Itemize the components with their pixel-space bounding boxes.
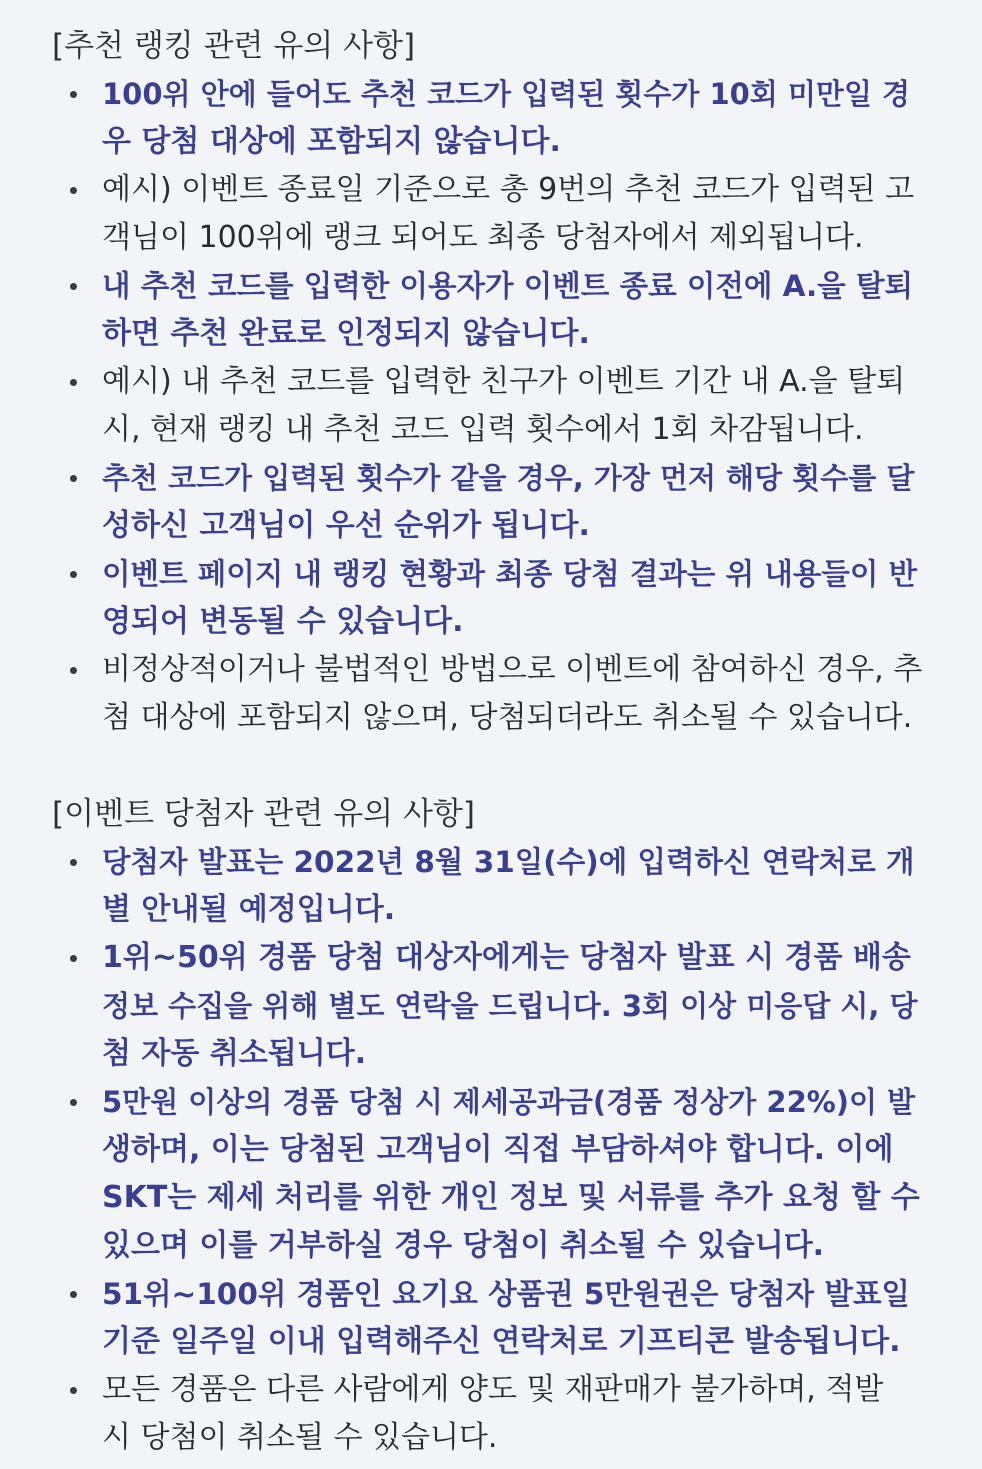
- notice-item-line: 하면 추천 완료로 인정되지 않습니다.: [102, 316, 590, 351]
- notice-item-line: 51위~100위 경품인 요기요 상품권 5만원권은 당첨자 발표일: [102, 1277, 910, 1311]
- notice-item: [52, 646, 922, 742]
- notice-item-line: 시, 현재 랭킹 내 추천 코드 입력 횟수에서 1회 차감됩니다.: [102, 412, 864, 447]
- notice-item: [52, 70, 922, 166]
- section-title-recommend-ranking: [추천 랭킹 관련 유의 사항]: [52, 28, 416, 64]
- notice-item-line: 5만원 이상의 경품 당첨 시 제세공과금(경품 정상가 22%)이 발: [102, 1085, 916, 1119]
- bullet-dot-icon: [70, 379, 77, 386]
- bullet-dot-icon: [70, 91, 77, 98]
- notice-item-line: 추천 코드가 입력된 횟수가 같을 경우, 가장 먼저 해당 횟수를 달: [102, 461, 915, 495]
- bullet-dot-icon: [70, 475, 77, 482]
- notice-item: [52, 454, 922, 550]
- bullet-dot-icon: [70, 187, 77, 194]
- notice-item-line: SKT는 제세 처리를 위한 개인 정보 및 서류를 추가 요청 할 수: [102, 1180, 920, 1215]
- notice-item-line: 기준 일주일 이내 입력해주신 연락처로 기프티콘 발송됩니다.: [102, 1324, 901, 1359]
- notice-item: [52, 1270, 922, 1366]
- notice-item-line: 첨 대상에 포함되지 않으며, 당첨되더라도 취소될 수 있습니다.: [102, 700, 913, 735]
- bullet-dot-icon: [70, 955, 77, 962]
- notice-list-event-winners: [52, 838, 922, 1462]
- notice-item-line: 첨 자동 취소됩니다.: [102, 1036, 367, 1071]
- section-title-event-winners: [이벤트 당첨자 관련 유의 사항]: [52, 796, 475, 832]
- notice-item-line: 별 안내될 예정입니다.: [102, 892, 396, 927]
- notice-item-line: 1위~50위 경품 당첨 대상자에게는 당첨자 발표 시 경품 배송: [102, 940, 911, 975]
- bullet-dot-icon: [70, 859, 77, 866]
- notice-item-line: 생하며, 이는 당첨된 고객님이 직접 부담하셔야 합니다. 이에: [102, 1132, 894, 1167]
- notice-item-line: 우 당첨 대상에 포함되지 않습니다.: [102, 124, 561, 159]
- notice-list-recommend-ranking: [52, 70, 922, 742]
- bullet-dot-icon: [70, 1099, 77, 1106]
- notice-item: [52, 1366, 922, 1462]
- notice-item-line: 객님이 100위에 랭크 되어도 최종 당첨자에서 제외됩니다.: [102, 220, 864, 255]
- bullet-dot-icon: [70, 283, 77, 290]
- notice-item: [52, 262, 922, 358]
- notice-item-line: 시 당첨이 취소될 수 있습니다.: [102, 1420, 498, 1455]
- notice-item: [52, 166, 922, 262]
- bullet-dot-icon: [70, 1387, 77, 1394]
- notice-item: [52, 358, 922, 454]
- notice-item-line: 정보 수집을 위해 별도 연락을 드립니다. 3회 이상 미응답 시, 당: [102, 989, 918, 1023]
- notice-item: [52, 550, 922, 646]
- notice-item-line: 있으며 이를 거부하실 경우 당첨이 취소될 수 있습니다.: [102, 1228, 825, 1263]
- notice-item-line: 비정상적이거나 불법적인 방법으로 이벤트에 참여하신 경우, 추: [102, 652, 923, 687]
- bullet-dot-icon: [70, 667, 77, 674]
- notice-item-line: 내 추천 코드를 입력한 이용자가 이벤트 종료 이전에 A.을 탈퇴: [102, 269, 913, 303]
- notice-item-line: 이벤트 페이지 내 랭킹 현황과 최종 당첨 결과는 위 내용들이 반: [102, 557, 918, 591]
- notice-item-line: 예시) 이벤트 종료일 기준으로 총 9번의 추천 코드가 입력된 고: [102, 172, 915, 207]
- notice-item-line: 성하신 고객님이 우선 순위가 됩니다.: [102, 508, 590, 543]
- notice-item: [52, 1078, 922, 1270]
- notice-item-line: 영되어 변동될 수 있습니다.: [102, 604, 464, 639]
- notice-item-line: 100위 안에 들어도 추천 코드가 입력된 횟수가 10회 미만일 경: [102, 77, 911, 111]
- bullet-dot-icon: [70, 571, 77, 578]
- notice-item-line: 예시) 내 추천 코드를 입력한 친구가 이벤트 기간 내 A.을 탈퇴: [102, 364, 906, 399]
- notice-item: [52, 838, 922, 934]
- notice-item-line: 모든 경품은 다른 사람에게 양도 및 재판매가 불가하며, 적발: [102, 1372, 884, 1407]
- notice-item: [52, 934, 922, 1078]
- notice-item-line: 당첨자 발표는 2022년 8월 31일(수)에 입력하신 연락처로 개: [102, 845, 915, 879]
- bullet-dot-icon: [70, 1291, 77, 1298]
